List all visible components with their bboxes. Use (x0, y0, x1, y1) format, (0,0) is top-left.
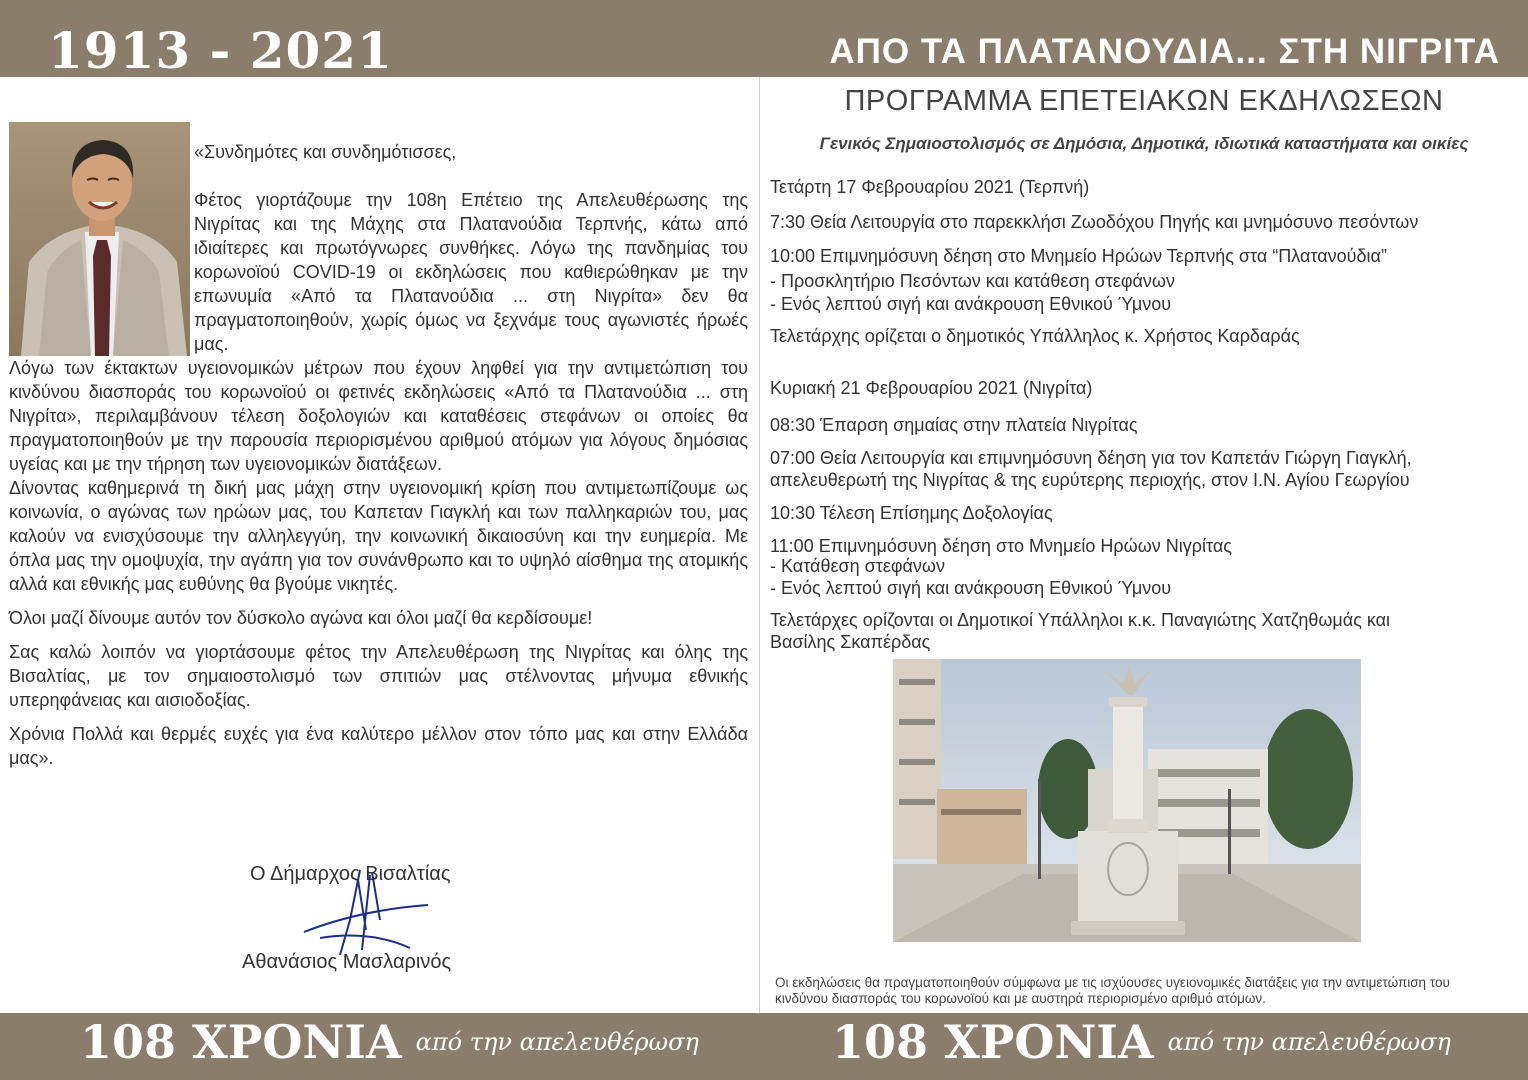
schedule-item: 10:00 Επιμνημόσυνη δέηση στο Μνημείο Ηρώων Τερπνής στα “Πλατανούδια” (770, 246, 1387, 266)
signature-graphic (300, 860, 440, 960)
monument-photo (893, 659, 1361, 942)
schedule-item: 10:30 Τέλεση Επίσημης Δοξολογίας (770, 503, 1053, 523)
year-range: 1913 - 2021 (48, 21, 393, 80)
schedule-item: 07:00 Θεία Λειτουργία και επιμνημόσυνη δέηση για τον Καπετάν Γιώργη Γιαγκλή, απελευθερωτή της Νιγρίτας & της ευρύτερης περιοχής, στον Ι.Ν. Αγίου Γεωργίου (770, 448, 1412, 490)
letter-paragraph: Δίνοντας καθημερινά τη δική μας μάχη στην υγειονομική κρίση που αντιμετωπίζουμε ως κοινωνία, ο αγώνας των ηρώων μας, του Καπεταν Γιαγκλή και των παλληκαριών του, μας καλούν να ενισχύσουμε την αλληλεγγύη, την κοινωνική δικαιοσύνη και την ευημερία. Με όπλα μας την ομοψυχία, την αγάπη για τον συνάνθρωπο και το υψηλό αίσθημα της ατομικής αλλά και εθνικής μας ευθύνης θα βγούμε νικητές. (9, 478, 748, 594)
photo-caption: Οι εκδηλώσεις θα πραγματοποιηθούν σύμφωνα με τις ισχύουσες υγειονομικές διατάξεις για την αντιμετώπιση του κινδύνου διασποράς του κορωνοϊού και με αυστηρά περιορισμένο αριθμό ατόμων. (775, 975, 1450, 1006)
letter-paragraph: Όλοι μαζί δίνουμε αυτόν τον δύσκολο αγώνα και όλοι μαζί θα κερδίσουμε! (9, 608, 593, 628)
ceremony-masters: Τελετάρχες ορίζονται οι Δημοτικοί Υπάλληλοι κ.κ. Παναγιώτης Χατζηθωμάς και Βασίλης Σκαπέρδας (770, 610, 1391, 652)
letter-paragraph: Χρόνια Πολλά και θερμές ευχές για ένα καλύτερο μέλλον στον τόπο μας και στην Ελλάδα μας». (9, 724, 748, 768)
footer-left (80, 1015, 699, 1075)
mayor-letter (9, 140, 748, 770)
schedule-item: 08:30 Έπαρση σημαίας στην πλατεία Νιγρίτας (770, 415, 1138, 435)
flag-note: Γενικός Σημαιοστολισμός σε Δημόσια, Δημοτικά, ιδιωτικά καταστήματα και οικίες (819, 134, 1469, 153)
page-divider (759, 77, 760, 1013)
footer-tagline: από την απελευθέρωση (1167, 1028, 1451, 1056)
signoff-name: Αθανάσιος Μασλαρινός (242, 951, 452, 973)
letter-paragraph: Λόγω των έκτακτων υγειονομικών μέτρων που έχουν ληφθεί για την αντιμετώπιση του κινδύνου διασποράς του κορωνοϊού οι φετινές εκδηλώσεις «Από τα Πλατανούδια ... στη Νιγρίτα», περιλαμβάνουν τέλεση δοξολογιών και καταθέσεις στεφάνων οι οποίες θα πραγματοποιηθούν με την παρουσία περιορισμένου αριθμού ατόμων για λόγους δημόσιας υγείας και με την τήρηση των υγειονομικών διατάξεων. (9, 358, 748, 474)
day-title: Κυριακή 21 Φεβρουαρίου 2021 (Νιγρίτα) (770, 378, 1093, 398)
schedule-subitem: - Προσκλητήριο Πεσόντων και κατάθεση στεφάνων (770, 271, 1175, 291)
footer-number: 108 ΧΡΟΝΙΑ (832, 1015, 1154, 1069)
day-title: Τετάρτη 17 Φεβρουαρίου 2021 (Τερπνή) (770, 177, 1090, 197)
schedule-item: 7:30 Θεία Λειτουργία στο παρεκκλήσι Ζωοδόχου Πηγής και μνημόσυνο πεσόντων (770, 212, 1419, 232)
letter-greeting: «Συνδημότες και συνδημότισσες, (194, 142, 457, 162)
letter-paragraph: Σας καλώ λοιπόν να γιορτάσουμε φέτος την Απελευθέρωση της Νιγρίτας και όλης της Βισαλτίας, με τον σημαιοστολισμό των σπιτιών μας στέλνοντας μήνυμα εθνικής υπερηφάνειας και αισιοδοξίας. (9, 642, 748, 710)
footer-right (832, 1015, 1451, 1075)
event-title: ΑΠΟ ΤΑ ΠΛΑΤΑΝΟΥΔΙΑ... ΣΤΗ ΝΙΓΡΙΤΑ (829, 32, 1500, 71)
schedule-item: 11:00 Επιμνημόσυνη δέηση στο Μνημείο Ηρώων Νιγρίτας (770, 536, 1232, 556)
footer-number: 108 ΧΡΟΝΙΑ (80, 1015, 402, 1069)
schedule-subitem: - Ενός λεπτού σιγή και ανάκρουση Εθνικού Ύμνου (770, 294, 1172, 314)
program-heading: ΠΡΟΓΡΑΜΜΑ ΕΠΕΤΕΙΑΚΩΝ ΕΚΔΗΛΩΣΕΩΝ (844, 85, 1444, 117)
signoff-title: Ο Δήμαρχος Βισαλτίας (250, 863, 451, 885)
schedule-subitem: - Ενός λεπτού σιγή και ανάκρουση Εθνικού Ύμνου (770, 578, 1172, 598)
letter-paragraph: Φέτος γιορτάζουμε την 108η Επέτειο της Απελευθέρωσης της Νιγρίτας και της Μάχης στα Πλατανούδια Τερπνής, κάτω από ιδιαίτερες και πρωτόγνωρες συνθήκες. Λόγω της πανδημίας του κορωνοϊού COVID-19 οι εκδηλώσεις που καθιερώθηκαν με την επωνυμία «Από τα Πλατανούδια ... στη Νιγρίτα» δεν θα πραγματοποιηθούν, χωρίς όμως να ξεχνάμε τους αγωνιστές ήρωές μας. (194, 190, 748, 354)
schedule-subitem: - Κατάθεση στεφάνων (770, 556, 945, 576)
ceremony-master: Τελετάρχης ορίζεται ο δημοτικός Υπάλληλος κ. Χρήστος Καρδαράς (770, 326, 1300, 346)
footer-tagline: από την απελευθέρωση (415, 1028, 699, 1056)
